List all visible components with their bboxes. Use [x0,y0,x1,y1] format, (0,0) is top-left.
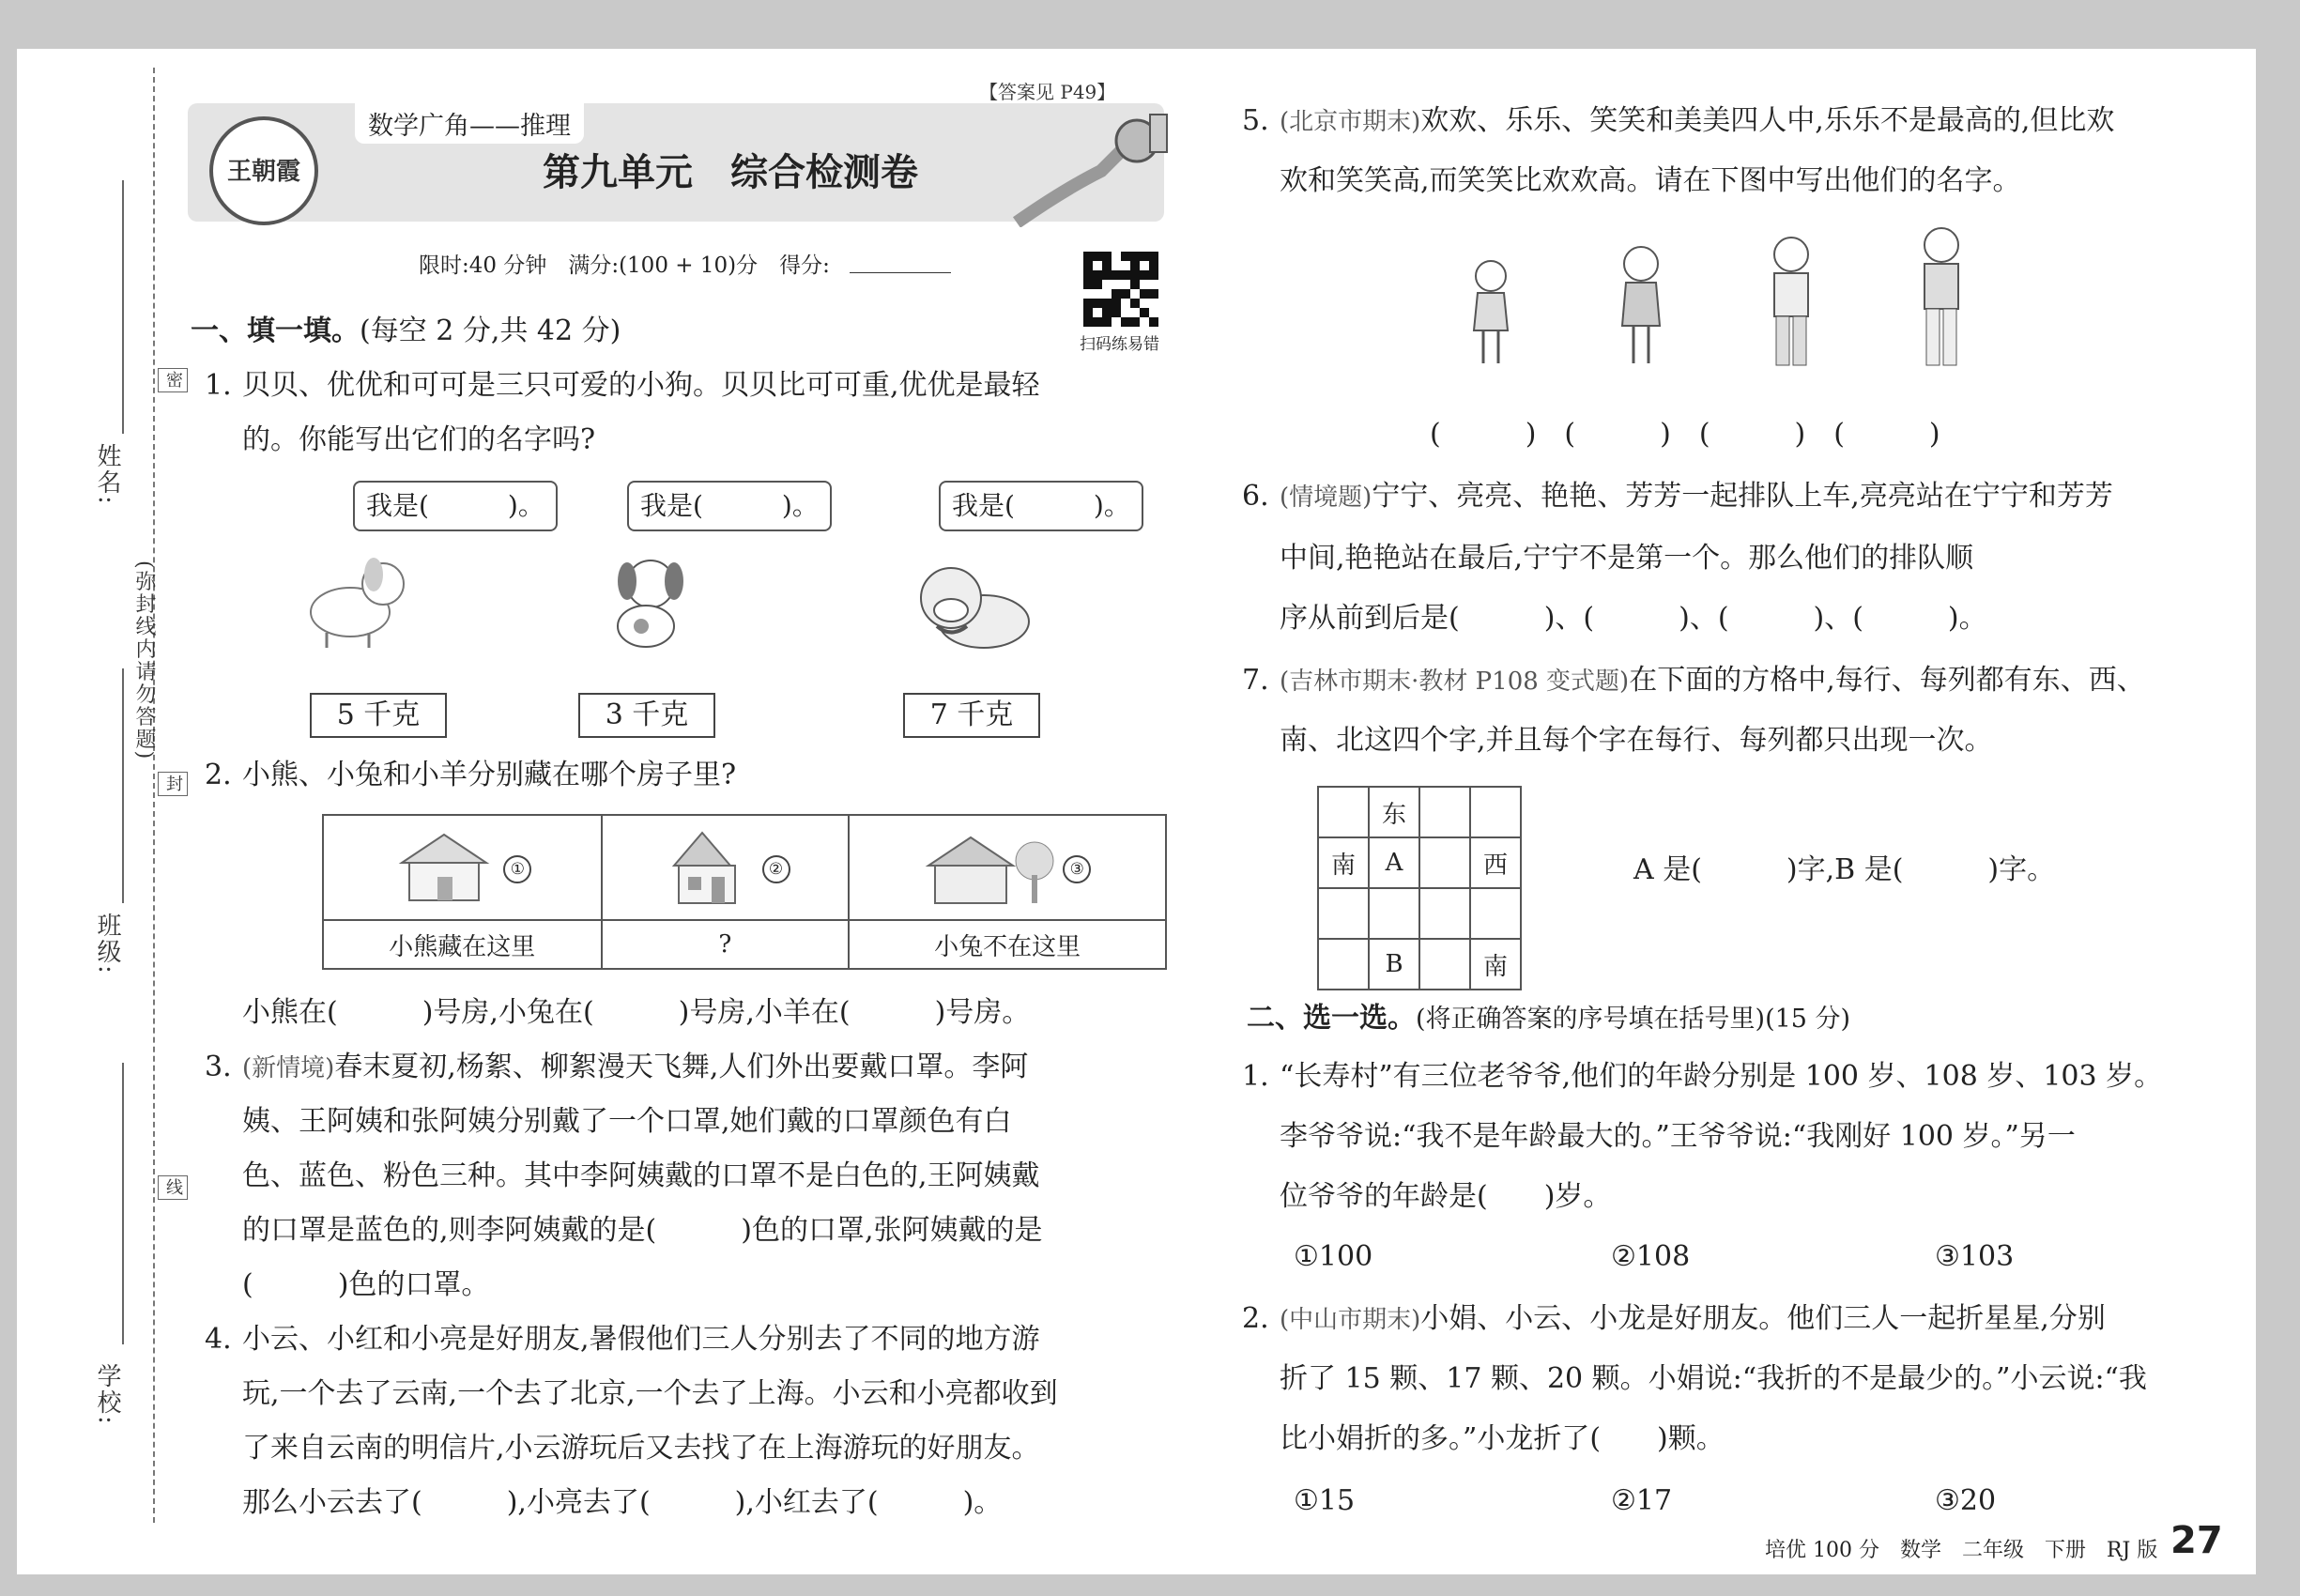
q4-line3: 了来自云南的明信片,小云游玩后又去找了在上海游玩的好朋友。 [242,1432,1040,1465]
q4-num: 4. [205,1323,232,1356]
house-number-2: ② [762,855,790,883]
s2q2-tag: (中山市期末) [1280,1306,1421,1334]
q6-num: 6. [1242,480,1269,513]
grid-cell: 东 [1369,787,1419,837]
house-1-icon [392,830,496,905]
s2q2-line2: 折了 15 颗、17 颗、20 颗。小娟说:“我折的不是最少的。”小云说:“我 [1280,1362,2147,1395]
q1-line1: 贝贝、优优和可可是三只可爱的小狗。贝贝比可可重,优优是最轻 [242,369,1040,402]
q7-tag: (吉林市期末·教材 P108 变式题) [1280,668,1630,696]
grid-cell [1318,787,1369,837]
s2q2-option-3: ③20 [1935,1484,1997,1517]
grid-cell: 南 [1470,939,1521,990]
page-number: 27 [2170,1519,2223,1562]
bulldog-icon [899,556,1035,659]
s2q2-option-2: ②17 [1611,1484,1673,1517]
house-cell-3 [849,815,1166,920]
worksheet-page [17,49,2256,1574]
grid-cell [1470,787,1521,837]
section2-heading [1247,1001,1850,1036]
q5-num: 5. [1242,104,1269,137]
girl-2-icon [1603,241,1679,368]
s2q1-option-2: ②108 [1611,1240,1691,1273]
house-number-1: ① [503,855,531,883]
girl-3-icon [1904,223,1979,371]
s2q1-line2: 李爷爷说:“我不是年龄最大的。”王爷爷说:“我刚好 100 岁。”另一 [1280,1120,2076,1153]
house-table [322,814,1167,970]
grid-cell [1419,939,1470,990]
q6-line3: 序从前到后是( )、( )、( )、( )。 [1280,602,1987,635]
seal-mark-1: 密 [158,368,188,392]
s2q2-line3: 比小娟折的多。”小龙折了( )颗。 [1280,1422,1725,1455]
seal-mark-2: 封 [158,772,188,796]
s2q1-option-1: ①100 [1294,1240,1373,1273]
s2q1-line3: 位爷爷的年龄是( )岁。 [1280,1180,1612,1213]
logo-text: 王朝霞 [226,158,300,186]
meta-info: 限时:40 分钟 满分:(100 + 10)分 得分: [419,253,830,278]
brand-logo [209,116,318,225]
footer-book-info: 培优 100 分 数学 二年级 下册 RJ 版 [1765,1539,2158,1562]
q7-num: 7. [1242,664,1269,697]
weight-box-1: 5 千克 [310,693,447,738]
q5-line1-text: 欢欢、乐乐、笑笑和美美四人中,乐乐不是最高的,但比欢 [1420,104,2115,137]
house-cell-2 [602,815,850,920]
qr-code-icon [1083,252,1158,327]
rocket-illustration-icon [1007,105,1172,227]
section2-title: 二、选一选。 [1247,1002,1416,1035]
q6-line1 [1280,479,2113,514]
q6-line2: 中间,艳艳站在最后,宁宁不是第一个。那么他们的排队顺 [1280,542,1974,575]
house-note-3: 小兔不在这里 [849,920,1166,969]
q7-line2: 南、北这四个字,并且每个字在每行、每列都只出现一次。 [1280,724,1993,757]
q5-line2: 欢和笑笑高,而笑笑比欢欢高。请在下图中写出他们的名字。 [1280,164,2021,197]
grid-cell [1369,888,1419,939]
weight-box-3: 7 千克 [903,693,1040,738]
q4-line1: 小云、小红和小亮是好朋友,暑假他们三人分别去了不同的地方游 [242,1323,1040,1356]
q4-line4: 那么小云去了( ),小亮去了( ),小红去了( )。 [242,1486,1003,1519]
s2q1-line1: “长寿村”有三位老爷爷,他们的年龄分别是 100 岁、108 岁、103 岁。 [1280,1060,2163,1093]
seal-note: (弥封线内请勿答题) [132,560,156,761]
q3-num: 3. [205,1051,232,1083]
house-number-3: ③ [1063,855,1091,883]
q3-line5: ( )色的口罩。 [242,1268,490,1301]
s2q2-line1-text: 小娟、小云、小龙是好朋友。他们三人一起折星星,分别 [1420,1302,2106,1335]
q3-line1 [242,1050,1028,1085]
q3-line4: 的口罩是蓝色的,则李阿姨戴的是( )色的口罩,张阿姨戴的是 [242,1214,1043,1247]
house-note-2: ? [602,920,850,969]
q6-tag: (情境题) [1280,483,1372,512]
q6-line1-text: 宁宁、亮亮、艳艳、芳芳一起排队上车,亮亮站在宁宁和芳芳 [1372,480,2113,513]
s2q2-option-1: ①15 [1294,1484,1356,1517]
q7-line1 [1280,663,2145,698]
house-2-icon [660,828,754,908]
category-label: 数学广角——推理 [355,103,584,144]
grid-cell [1318,888,1369,939]
grid-cell [1419,888,1470,939]
q5-name-blanks: ( ) ( ) ( ) ( ) [1430,418,1940,451]
speech-bubble-2: 我是( )。 [627,481,832,531]
s2q2-num: 2. [1242,1302,1269,1335]
q3-tag: (新情境) [242,1054,335,1082]
q3-line3: 色、蓝色、粉色三种。其中李阿姨戴的口罩不是白色的,王阿姨戴 [242,1159,1040,1192]
weight-box-2: 3 千克 [578,693,715,738]
grid-cell: 西 [1470,837,1521,888]
section1-note: (每空 2 分,共 42 分) [360,315,621,347]
answer-reference: 【答案见 P49】 [979,81,1116,103]
section1-title: 一、填一填。 [191,315,360,347]
qr-label: 扫码练易错 [1080,335,1159,354]
speech-bubble-3: 我是( )。 [939,481,1143,531]
name-line [122,180,124,434]
q3-line1-text: 春末夏初,杨絮、柳絮漫天飞舞,人们外出要戴口罩。李阿 [334,1051,1029,1083]
school-line [122,1063,124,1344]
q5-line1 [1280,103,2114,139]
house-cell-1 [323,815,602,920]
class-label: 班级: [93,913,121,975]
score-line [850,272,951,273]
s2q2-line1 [1280,1301,2106,1337]
house-note-1: 小熊藏在这里 [323,920,602,969]
grid-cell: B [1369,939,1419,990]
binding-line [153,68,155,1523]
q1-num: 1. [205,369,232,402]
puppy-1-icon [294,546,416,650]
class-line [122,668,124,903]
section2-note: (将正确答案的序号填在括号里)(15 分) [1416,1005,1851,1034]
s2q1-option-3: ③103 [1935,1240,2015,1273]
seal-mark-3: 线 [158,1175,188,1200]
q2-text: 小熊、小兔和小羊分别藏在哪个房子里? [242,759,737,791]
s2q1-num: 1. [1242,1060,1269,1093]
grid-cell [1419,787,1470,837]
q1-line2: 的。你能写出它们的名字吗? [242,423,596,456]
speech-bubble-1: 我是( )。 [353,481,558,531]
direction-grid [1317,786,1522,990]
girl-1-icon [1453,255,1528,368]
section1-heading [191,314,621,349]
school-label: 学校: [93,1363,121,1426]
page-title: 第九单元 综合检测卷 [543,151,918,194]
boy-icon [1754,232,1829,371]
grid-cell [1470,888,1521,939]
house-3-icon [924,828,1055,908]
grid-cell [1419,837,1470,888]
q4-line2: 玩,一个去了云南,一个去了北京,一个去了上海。小云和小亮都收到 [242,1377,1058,1410]
puppy-2-icon [594,551,698,654]
grid-cell: 南 [1318,837,1369,888]
q2-num: 2. [205,759,232,791]
name-label: 姓名: [93,443,121,506]
q7-line1-text: 在下面的方格中,每行、每列都有东、西、 [1629,664,2145,697]
q5-tag: (北京市期末) [1280,108,1421,136]
grid-cell [1318,939,1369,990]
q2-answer: 小熊在( )号房,小兔在( )号房,小羊在( )号房。 [242,996,1031,1029]
grid-cell: A [1369,837,1419,888]
q7-answer: A 是( )字,B 是( )字。 [1633,853,2056,886]
q3-line2: 姨、王阿姨和张阿姨分别戴了一个口罩,她们戴的口罩颜色有白 [242,1105,1012,1138]
